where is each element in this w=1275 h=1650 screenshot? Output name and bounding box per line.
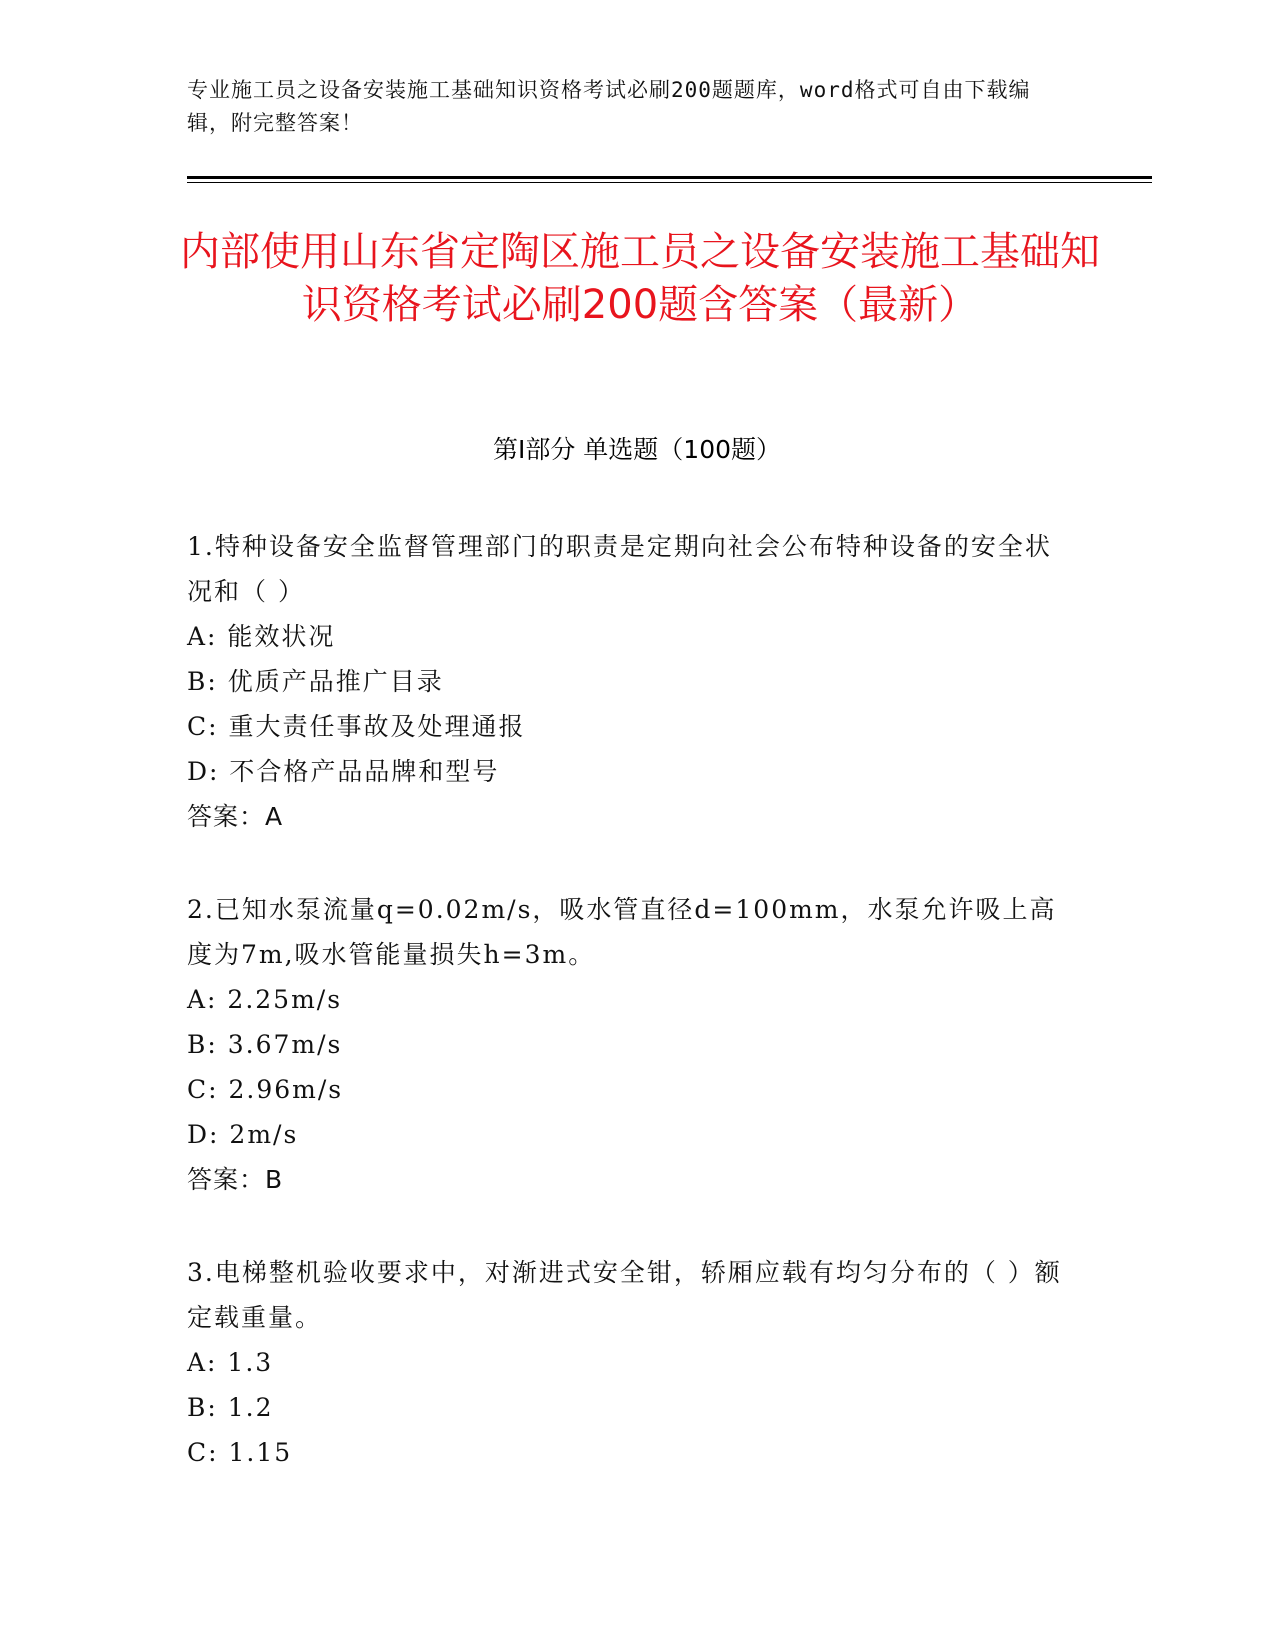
question-stem: 2.已知水泵流量q=0.02m/s，吸水管直径d=100mm，水泵允许吸上高度为7m,吸水管能量损失h=3m。 (187, 895, 1057, 969)
section-heading: 第I部分 单选题（100题） (492, 435, 782, 464)
question-block-2 (187, 887, 1067, 1202)
header-note: 专业施工员之设备安装施工基础知识资格考试必刷200题题库，word格式可自由下载编辑，附完整答案！ (187, 78, 1031, 135)
option-c: C: 1.15 (187, 1438, 293, 1467)
option-c: C: 2.96m/s (187, 1075, 344, 1104)
option-b: B: 1.2 (187, 1393, 274, 1422)
answer-line: 答案：B (187, 1165, 284, 1194)
option-d: D: 不合格产品品牌和型号 (187, 757, 500, 786)
option-a: A: 2.25m/s (187, 985, 343, 1014)
header-divider-thin (187, 182, 1152, 183)
question-stem: 1.特种设备安全监督管理部门的职责是定期向社会公布特种设备的安全状况和（ ） (187, 532, 1052, 606)
question-stem: 3.电梯整机验收要求中，对渐进式安全钳，轿厢应载有均匀分布的（ ）额定载重量。 (187, 1258, 1062, 1332)
question-block-1 (187, 524, 1067, 839)
document-title: 内部使用山东省定陶区施工员之设备安装施工基础知识资格考试必刷200题含答案（最新） (180, 229, 1100, 328)
option-a: A: 1.3 (187, 1348, 274, 1377)
question-block-3 (187, 1250, 1067, 1475)
answer-line: 答案：A (187, 802, 284, 831)
option-a: A: 能效状况 (187, 622, 336, 651)
option-b: B: 优质产品推广目录 (187, 667, 444, 696)
option-c: C: 重大责任事故及处理通报 (187, 712, 526, 741)
header-divider-thick (187, 176, 1152, 179)
option-b: B: 3.67m/s (187, 1030, 343, 1059)
option-d: D: 2m/s (187, 1120, 299, 1149)
